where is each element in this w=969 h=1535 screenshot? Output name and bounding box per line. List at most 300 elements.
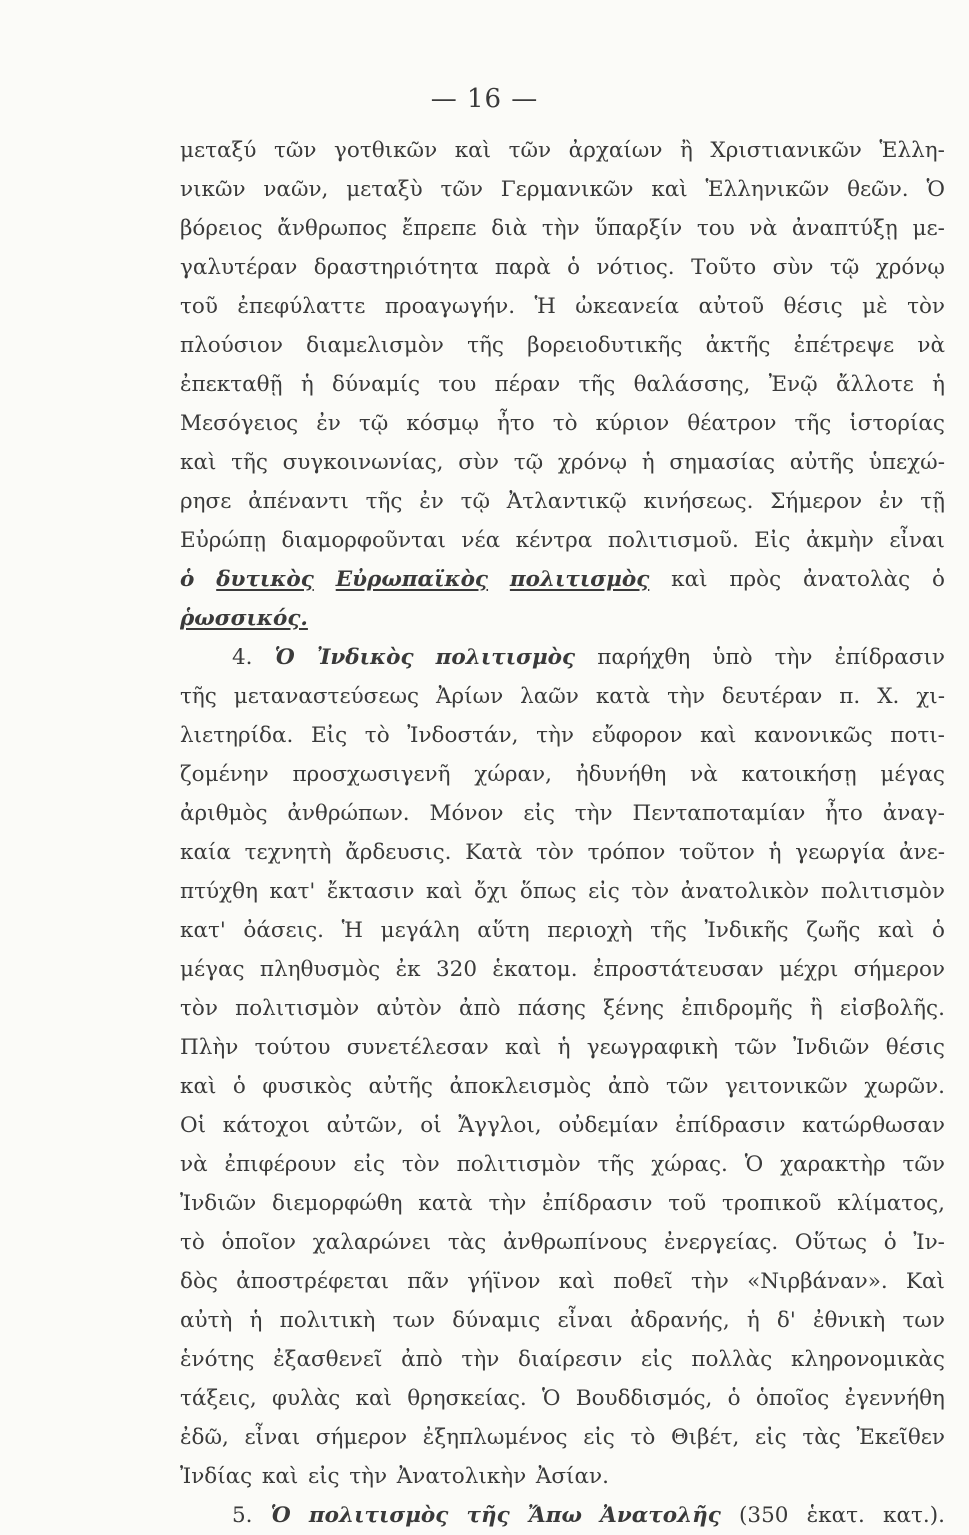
word: τροπικοῦ (721, 1191, 822, 1216)
word: Ὁ (542, 1386, 561, 1411)
text-line (180, 950, 945, 989)
word: ἀρχαίων (568, 138, 663, 163)
word: Χ. (877, 684, 900, 709)
word: ὁ (232, 1074, 246, 1099)
word: ποθεῖ (613, 1269, 673, 1294)
word: ἐθνικὴ (812, 1308, 886, 1333)
text-line (180, 1379, 945, 1418)
word: καὶ (454, 138, 492, 163)
word: Ἄγγλοι, (458, 1113, 542, 1138)
word: ὁποῖος (755, 1386, 830, 1411)
word: Εὐρώπῃ (180, 528, 266, 553)
word: μέγας (880, 762, 945, 787)
word: βόρειος (180, 216, 263, 241)
word: κατ' (269, 879, 316, 904)
text-line (180, 170, 945, 209)
word: ἀκτῆς (705, 333, 771, 358)
text-line (180, 1223, 945, 1262)
word: εἰσβολῆς. (839, 996, 945, 1021)
page-number: — 16 — (430, 84, 539, 114)
word: π. (839, 684, 861, 709)
word: τὴν (349, 1464, 388, 1489)
word: τῆς (794, 411, 832, 436)
word: ῥωσσικός. (180, 606, 308, 631)
word: ἐπεκταθῇ (180, 372, 283, 397)
word: ὁ (932, 567, 945, 592)
text-line (180, 287, 945, 326)
word: ἐπίδρασιν (675, 1113, 786, 1138)
word: εἰς (353, 1152, 385, 1177)
word: Εὐρωπαϊκὸς (335, 567, 489, 592)
word: τὰς (447, 1230, 487, 1255)
text-line (180, 716, 945, 755)
word: τὸν (907, 294, 945, 319)
word: ἦτο (825, 801, 863, 826)
text-line (180, 1028, 945, 1067)
word: διὰ (491, 216, 528, 241)
word: πολιτισμοῦ. (607, 528, 739, 553)
word: Ἡ (534, 294, 556, 319)
word: ἡ (249, 1308, 263, 1333)
word: μὲ (862, 294, 888, 319)
word: ἐπιφέρουν (224, 1152, 337, 1177)
word: νὰ (690, 762, 718, 787)
word: πολιτισμὸς (509, 567, 650, 592)
text-line (180, 1418, 945, 1457)
word: νέα (461, 528, 501, 553)
word: σήμερον (853, 957, 945, 982)
word: τὸ (364, 723, 390, 748)
word: τῇ (920, 489, 945, 514)
word: Εἰς (754, 528, 791, 553)
word: κατώρθωσαν (802, 1113, 945, 1138)
word: νότιος. (596, 255, 675, 280)
word: ἀνατολὰς (803, 567, 911, 592)
word: ἐπεφύλαττε (237, 294, 366, 319)
word: ὅπως (519, 879, 577, 904)
word: θέατρον (687, 411, 777, 436)
word: ὕπαρξίν (594, 216, 683, 241)
word: γήϊνον (467, 1269, 541, 1294)
word: ὀάσεις. (243, 918, 324, 943)
word: πρὸς (729, 567, 782, 592)
text-line (180, 599, 945, 638)
word: καὶ (180, 1074, 217, 1099)
text-line (180, 404, 945, 443)
word: ἐν (419, 489, 444, 514)
word: Τοῦτο (691, 255, 757, 280)
word: τῶν (440, 177, 483, 202)
body-text (180, 131, 945, 1535)
word: διαίρεσιν (518, 1347, 623, 1372)
word: ἡ (557, 1035, 571, 1060)
word: χαλαρώνει (312, 1230, 432, 1255)
word: χρόνῳ (875, 255, 945, 280)
word: τοῦτον (679, 840, 755, 865)
text-line (180, 209, 945, 248)
word: πολιτισμὸν (456, 1152, 581, 1177)
word: Καὶ (905, 1269, 945, 1294)
word: κατοικήσῃ (741, 762, 857, 787)
word: 320 (435, 957, 478, 982)
word: τὸ (180, 1230, 205, 1255)
word: κέντρα (515, 528, 593, 553)
word: δύναμίς (332, 372, 421, 397)
word: ἔπρεπε (401, 216, 477, 241)
word: νὰ (917, 333, 945, 358)
word: κινήσεως. (643, 489, 754, 514)
word: μέγας (180, 957, 245, 982)
word: τὴν (774, 645, 813, 670)
word: πᾶν (407, 1269, 450, 1294)
word: αὐτῶν, (326, 1113, 404, 1138)
word: Ἀνατολῆς (600, 1503, 721, 1528)
word: τὸ (630, 1425, 656, 1450)
word: εἰς (588, 879, 620, 904)
word: τὴν (574, 801, 613, 826)
word: τῷ (460, 489, 490, 514)
word: του (696, 216, 735, 241)
word: Ἀσίαν. (535, 1464, 609, 1489)
word: καὶ (180, 450, 217, 475)
word: τῆς (231, 450, 268, 475)
word: τούτου (254, 1035, 331, 1060)
word: τοῦ (180, 294, 218, 319)
word: ἢ (809, 996, 823, 1021)
word: ἱστορίας (849, 411, 945, 436)
word: αὐτῆς (368, 1074, 433, 1099)
word: πολιτικὴ (279, 1308, 376, 1333)
text-line (180, 1184, 945, 1223)
word: τὰς (802, 1425, 841, 1450)
word: καὶ (504, 1035, 542, 1060)
word: πληθυσμὸς (259, 957, 381, 982)
word: τῆς (467, 333, 504, 358)
word: ὁποῖον (221, 1230, 296, 1255)
word: τῆς (597, 1152, 635, 1177)
word: καὶ (700, 723, 737, 748)
word: τεχνητὴ (244, 840, 332, 865)
word: Ἄπω (527, 1503, 582, 1528)
word: αὐτοῦ (698, 294, 765, 319)
word: συγκοινωνίας, (282, 450, 444, 475)
word: πάσης (517, 996, 586, 1021)
word: δύναμις (452, 1308, 541, 1333)
word: καὶ (671, 567, 708, 592)
word: χώρας. (651, 1152, 728, 1177)
word: εἰς (583, 1425, 615, 1450)
word: Ἀρίων (435, 684, 504, 709)
word: διαμορφοῦνται (281, 528, 446, 553)
text-line (180, 1301, 945, 1340)
word: κόσμῳ (406, 411, 479, 436)
word: παρὰ (494, 255, 551, 280)
word: ἢ (679, 138, 693, 163)
word: Ἐκεῖθεν (856, 1425, 945, 1450)
word: των (392, 1308, 436, 1333)
word: τὴν (488, 1191, 527, 1216)
text-line (180, 1106, 945, 1145)
text-line (180, 560, 945, 599)
word: σήμερον (315, 1425, 408, 1450)
word: οὐδεμίαν (558, 1113, 659, 1138)
word: ξένης (603, 996, 665, 1021)
word: ἐπροστάτευσαν (592, 957, 764, 982)
word: «Νιρβάναν». (747, 1269, 888, 1294)
word: ἡ (768, 840, 782, 865)
word: διαμελισμὸν (306, 333, 444, 358)
word: τῶν (273, 138, 317, 163)
word: ἐξηπλωμένος (422, 1425, 568, 1450)
word: ἄλλοτε (835, 372, 914, 397)
word: ἐπίδρασιν (834, 645, 945, 670)
word: ἀδρανής, (630, 1308, 730, 1333)
word: ρησε (180, 489, 232, 514)
word: χωρῶν. (864, 1074, 945, 1099)
word: εὔφορον (591, 723, 683, 748)
word: Ἡ (341, 918, 363, 943)
text-line (180, 482, 945, 521)
word: τῶν (734, 1035, 777, 1060)
word: κατὰ (595, 684, 651, 709)
word: γεωγραφικὴ (586, 1035, 719, 1060)
text-line (180, 1067, 945, 1106)
word: ἔκτασιν (326, 879, 415, 904)
word: 5. (232, 1503, 253, 1528)
word: τῆς (650, 918, 687, 943)
word: ἑκατ. (806, 1503, 865, 1528)
word: ὠκεανεία (575, 294, 680, 319)
word: ὁ (567, 255, 581, 280)
word: ἐξασθενεῖ (273, 1347, 383, 1372)
word: τὸν (180, 996, 218, 1021)
text-line (180, 833, 945, 872)
word: προαγωγήν. (384, 294, 516, 319)
word: κλίματος, (837, 1191, 945, 1216)
word: χρόνῳ (557, 450, 628, 475)
word: ἠδυνήθη (575, 762, 667, 787)
word: εἶναι (889, 528, 945, 553)
word: κανονικῶς (754, 723, 873, 748)
word: διεμορφώθη (272, 1191, 403, 1216)
word: πολιτισμὸν (235, 996, 360, 1021)
word: κατὰ (418, 1191, 473, 1216)
word: ὁ (180, 567, 195, 592)
word: ὄχι (473, 879, 509, 904)
word: τρόπον (587, 840, 666, 865)
text-line (180, 1340, 945, 1379)
word: τῷ (829, 255, 860, 280)
word: ἐπίδρασιν (542, 1191, 653, 1216)
word: εἰς (523, 801, 555, 826)
word: συνετέλεσαν (346, 1035, 489, 1060)
word: μεταναστεύσεως (233, 684, 420, 709)
word: κατ' (180, 918, 226, 943)
text-line (180, 794, 945, 833)
word: θαλάσσης, (633, 372, 751, 397)
word: Ἰνδικῆς (704, 918, 789, 943)
word: τὸ (552, 411, 578, 436)
word: δραστηριότητα (313, 255, 479, 280)
word: τῷ (358, 411, 389, 436)
text-line (180, 1262, 945, 1301)
word: τῶν (902, 1152, 945, 1177)
word: Ἰν- (913, 1230, 945, 1255)
word: αὐτῆς (789, 450, 855, 475)
word: καία (180, 840, 231, 865)
word: πέραν (494, 372, 561, 397)
word: πλούσιον (180, 333, 283, 358)
word: Ἐνῷ (768, 372, 818, 397)
word: Μεσόγειος (180, 411, 299, 436)
word: Κατὰ (465, 840, 523, 865)
word: νὰ (180, 1152, 208, 1177)
word: ἑνότης (180, 1347, 255, 1372)
word: Βουδδισμός, (575, 1386, 713, 1411)
text-line (180, 365, 945, 404)
word: Ἰνδίας (180, 1464, 253, 1489)
word: ἦτο (496, 411, 535, 436)
word: δὸς (180, 1269, 218, 1294)
word: ἀπὸ (607, 1074, 650, 1099)
word: Σήμερον (770, 489, 863, 514)
word: τὴν (536, 723, 574, 748)
word: Πενταποταμίαν (632, 801, 806, 826)
word: ἀνε- (898, 840, 945, 865)
text-line (180, 755, 945, 794)
word: ἀναπτύξῃ (791, 216, 898, 241)
word: ἐγεννήθη (844, 1386, 945, 1411)
word: δευτέραν (721, 684, 823, 709)
word: Ὁ (274, 645, 295, 670)
word: τάξεις, (180, 1386, 257, 1411)
word: τὸν (631, 879, 670, 904)
text-line (180, 1457, 945, 1496)
word: ὑπὸ (712, 645, 753, 670)
word: ὁ (727, 1386, 741, 1411)
text-line (180, 248, 945, 287)
word: ἐδῶ, (180, 1425, 229, 1450)
word: των (902, 1308, 945, 1333)
word: αὐτὴ (180, 1308, 233, 1333)
word: ἄρδευσις. (345, 840, 452, 865)
word: του (438, 372, 477, 397)
word: τὸν (536, 840, 574, 865)
word: Ἀτλαντικῷ (506, 489, 627, 514)
word: ἀνθρώπων. (287, 801, 410, 826)
word: Ὁ (744, 1152, 764, 1177)
word: Ἑλλη- (879, 138, 945, 163)
word: γοτθικῶν (334, 138, 438, 163)
word: ἐπέτρεψε (793, 333, 895, 358)
word: ἐν (316, 411, 341, 436)
word: ἡ (641, 450, 655, 475)
word: μέχρι (779, 957, 839, 982)
word: Ἀνατολικὴν (396, 1464, 527, 1489)
word: πολιτισμὸς (435, 645, 576, 670)
word: Ἰνδικὸς (316, 645, 414, 670)
word: καὶ (651, 177, 688, 202)
word: κύριον (595, 411, 670, 436)
word: Οὕτως (794, 1230, 868, 1255)
word: θρησκείας. (407, 1386, 527, 1411)
word: πολιτισμὸς (308, 1503, 449, 1528)
word: τὴν (691, 1269, 729, 1294)
word: ἀποκλεισμὸς (449, 1074, 592, 1099)
word: θεῶν. (847, 177, 909, 202)
word: Ὁ (270, 1503, 291, 1528)
word: αὐτὸν (376, 996, 442, 1021)
word: βορειοδυτικῆς (527, 333, 683, 358)
word: τῶν (665, 1074, 709, 1099)
word: ὁ (883, 1230, 897, 1255)
word: ζωῆς (806, 918, 861, 943)
word: Οἱ (180, 1113, 207, 1138)
text-line (180, 872, 945, 911)
text-line (180, 1145, 945, 1184)
word: μεγάλη (380, 918, 460, 943)
word: Ἰνδιῶν (793, 1035, 870, 1060)
word: τῆς (180, 684, 217, 709)
word: νικῶν (180, 177, 246, 202)
word: καὶ (425, 879, 463, 904)
word: θέσις (783, 294, 843, 319)
word: Εἰς (310, 723, 348, 748)
word: νὰ (749, 216, 778, 241)
word: ἀπὸ (401, 1347, 443, 1372)
word: τῆς (578, 372, 616, 397)
word: κατ.). (883, 1503, 945, 1528)
word: προσχωσιγενῆ (292, 762, 451, 787)
word: ἐνεργείας. (664, 1230, 779, 1255)
word: εἰς (307, 1464, 340, 1489)
word: ἀνατολικὸν (680, 879, 810, 904)
word: δ' (776, 1308, 796, 1333)
word: ἀποστρέφεται (236, 1269, 390, 1294)
text-line (180, 131, 945, 170)
word: Ἑλληνικῶν (705, 177, 830, 202)
word: Πλὴν (180, 1035, 239, 1060)
word: μεταξὺ (346, 177, 423, 202)
word: καὶ (355, 1386, 392, 1411)
word: ἡ (746, 1308, 760, 1333)
word: ἐκ (395, 957, 421, 982)
word: εἶναι (557, 1308, 614, 1333)
word: οἱ (420, 1113, 442, 1138)
word: φυλὰς (271, 1386, 341, 1411)
word: ἡ (300, 372, 314, 397)
word: ὑπεχώ- (868, 450, 945, 475)
word: Γερμανικῶν (500, 177, 634, 202)
word: Ἰνδοστάν, (407, 723, 519, 748)
word: ἀκμὴν (805, 528, 874, 553)
word: γεωργία (795, 840, 886, 865)
word: τὴν (667, 684, 705, 709)
word: γειτονικῶν (724, 1074, 848, 1099)
word: ἀπέναντι (248, 489, 349, 514)
word: ἡ (932, 372, 945, 397)
word: τῶν (508, 138, 552, 163)
word: τοῦ (668, 1191, 707, 1216)
word: τῷ (513, 450, 544, 475)
word: ἀριθμὸς (180, 801, 268, 826)
word: ὁ (932, 918, 945, 943)
word: Ἰνδιῶν (180, 1191, 257, 1216)
word: Χριστιανικῶν (710, 138, 862, 163)
word: Μόνον (429, 801, 504, 826)
word: χαρακτὴρ (780, 1152, 886, 1177)
word: ἀνθρωπίνους (502, 1230, 648, 1255)
